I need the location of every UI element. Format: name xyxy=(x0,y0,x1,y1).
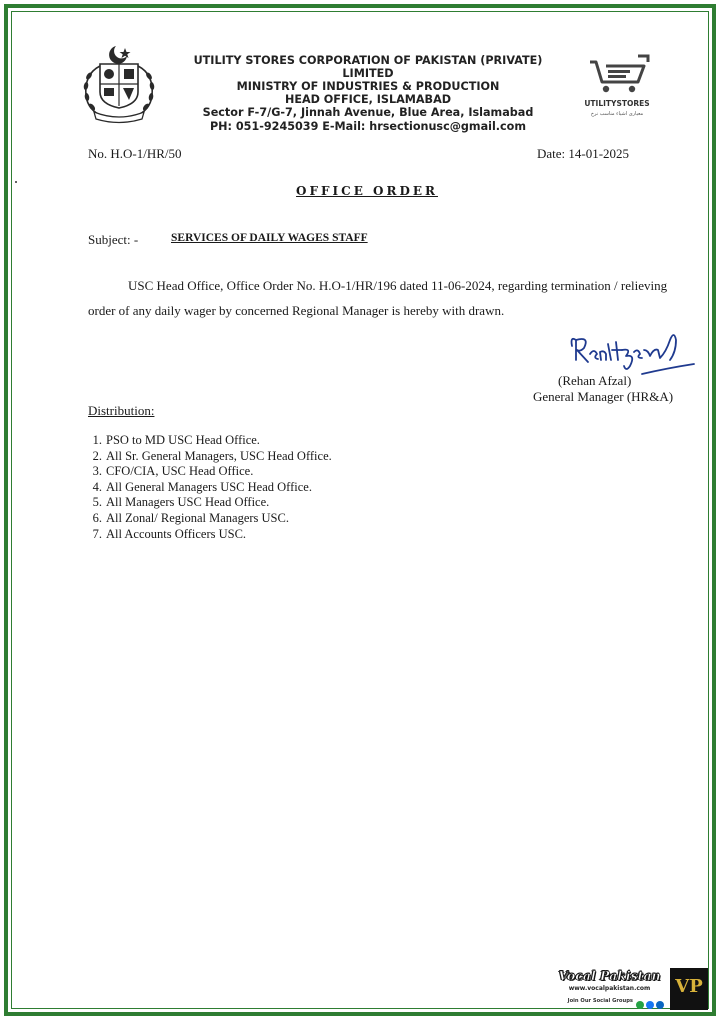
watermark-logo-letters: VP xyxy=(675,976,703,997)
distribution-heading: Distribution: xyxy=(88,403,155,418)
list-item xyxy=(88,433,332,449)
list-item-number: 3 . xyxy=(88,464,102,480)
list-item-text: All Accounts Officers USC. xyxy=(106,526,247,541)
watermark-join-text: Join Our Social Groups xyxy=(567,998,633,1004)
list-item xyxy=(88,449,332,465)
document-title: OFFICE ORDER xyxy=(296,184,438,198)
list-item-number: 5 . xyxy=(88,495,102,511)
list-item-number: 4 . xyxy=(88,480,102,496)
signatory-name: (Rehan Afzal) xyxy=(558,373,632,388)
brand-tagline: معیاری اشیاء مناسب نرخ xyxy=(590,111,644,117)
list-item-number: 2 . xyxy=(88,449,102,465)
linkedin-icon[interactable] xyxy=(656,1001,664,1009)
list-item-number: 1 . xyxy=(88,433,102,449)
distribution-list xyxy=(88,433,332,542)
brand-name: UTILITYSTORES xyxy=(584,99,650,108)
facebook-icon[interactable] xyxy=(646,1001,654,1009)
whatsapp-icon[interactable] xyxy=(636,1001,644,1009)
subject-label: Subject: - xyxy=(88,232,139,247)
list-item-text: All General Managers USC Head Office. xyxy=(106,479,312,494)
shopping-cart-logo-icon xyxy=(582,52,652,96)
scan-speck xyxy=(15,181,17,183)
document-date: Date: 14-01-2025 xyxy=(537,146,630,161)
watermark-url[interactable]: www.vocalpakistan.com xyxy=(568,985,651,992)
signatory-designation: General Manager (HR&A) xyxy=(533,389,674,404)
list-item xyxy=(88,495,332,511)
office-contact: PH: 051-9245039 E-Mail: hrsectionusc@gmail.com xyxy=(209,120,527,133)
list-item-number: 6 . xyxy=(88,511,102,527)
list-item xyxy=(88,480,332,496)
list-item-text: CFO/CIA, USC Head Office. xyxy=(106,464,254,479)
body-paragraph: USC Head Office, Office Order No. H.O-1/HR/196 dated 11-06-2024, regarding termination / relieving order of any daily wager by concerned Regional Manager is hereby with drawn. xyxy=(88,278,668,318)
watermark-brand: Vocal Pakistan xyxy=(558,968,661,983)
list-item-text: All Zonal/ Regional Managers USC. xyxy=(106,510,289,525)
letterhead xyxy=(168,54,568,134)
list-item-text: All Managers USC Head Office. xyxy=(106,495,270,510)
reference-number: No. H.O-1/HR/50 xyxy=(88,146,182,161)
office-name: HEAD OFFICE, ISLAMABAD xyxy=(284,93,452,106)
pakistan-state-emblem-icon xyxy=(78,44,160,124)
subject-text: SERVICES OF DAILY WAGES STAFF xyxy=(171,232,368,244)
list-item xyxy=(88,527,332,543)
ministry-name: MINISTRY OF INDUSTRIES & PRODUCTION xyxy=(236,80,500,93)
organization-name: UTILITY STORES CORPORATION OF PAKISTAN (PRIVATE) LIMITED xyxy=(193,54,543,80)
office-address: Sector F-7/G-7, Jinnah Avenue, Blue Area, Islamabad xyxy=(202,106,534,119)
list-item-text: All Sr. General Managers, USC Head Office. xyxy=(106,448,332,463)
list-item xyxy=(88,464,332,480)
list-item-text: PSO to MD USC Head Office. xyxy=(106,433,260,447)
list-item-number: 7 . xyxy=(88,527,102,543)
list-item xyxy=(88,511,332,527)
social-icons xyxy=(636,996,668,1006)
